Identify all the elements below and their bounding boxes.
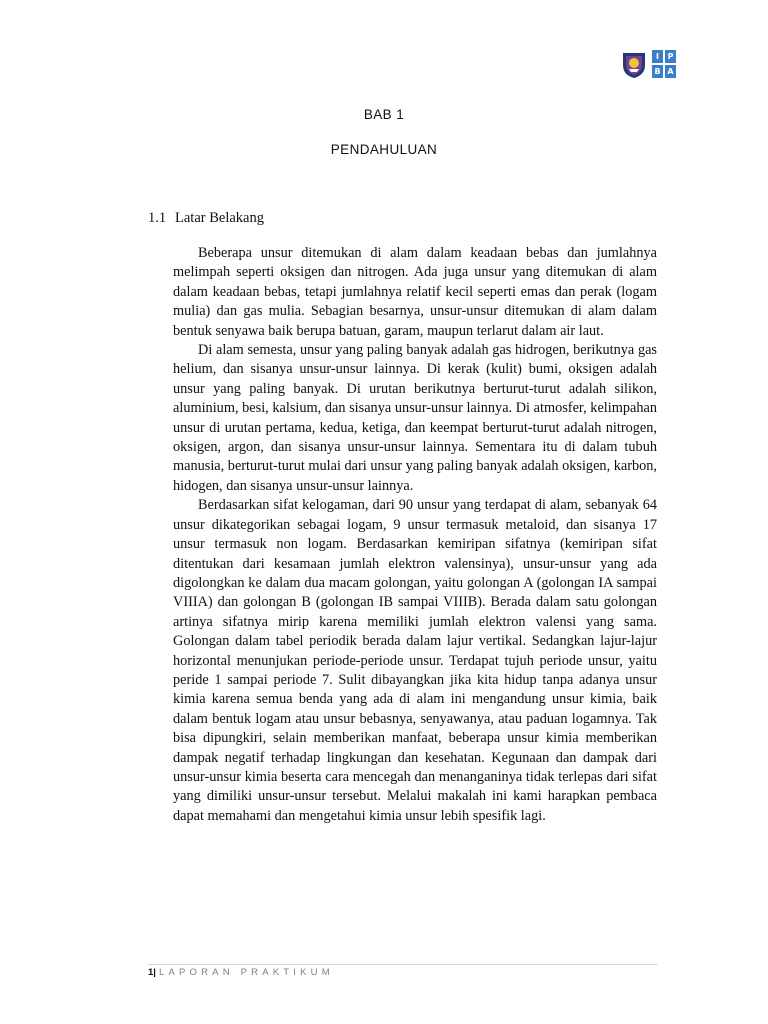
logo-letter: B <box>652 65 663 78</box>
footer-separator: | <box>153 967 156 978</box>
logo-letter: I <box>652 50 663 63</box>
emblem-icon <box>619 49 649 79</box>
logo-letter: P <box>665 50 676 63</box>
section-number: 1.1 <box>148 210 167 226</box>
section-title: Latar Belakang <box>175 210 264 226</box>
body-text <box>173 244 657 826</box>
page-footer <box>148 967 334 978</box>
paragraph: Di alam semesta, unsur yang paling banyak adalah gas hidrogen, berikutnya gas helium, dan sisanya unsur-unsur lainnya. Di kerak (kulit) bumi, oksigen adalah unsur yang paling banyak. Di urutan berikutnya berturut-turut adalah silikon, aluminium, besi, kalsium, dan sisanya unsur-unsur lainnya. Di atmosfer, kelimpahan unsur di urutan pertama, kedua, ketiga, dan keempat berturut-turut adalah nitrogen, oksigen, argon, dan sisanya unsur-unsur lainnya. Sementara itu di dalam tubuh manusia, berturut-turut mulai dari unsur yang paling banyak adalah oksigen, karbon, hidogen, dan sisanya unsur-unsur lainnya. <box>173 342 657 494</box>
section-heading <box>148 210 264 227</box>
chapter-subtitle: PENDAHULUAN <box>330 142 438 157</box>
footer-divider <box>148 964 658 965</box>
footer-label: LAPORAN PRAKTIKUM <box>158 967 334 978</box>
institution-logo <box>619 48 677 80</box>
logo-letter-grid <box>652 50 676 78</box>
paragraph: Berdasarkan sifat kelogaman, dari 90 unsur yang terdapat di alam, sebanyak 64 unsur dikategorikan sebagai logam, 9 unsur termasuk metaloid, dan sisanya 17 unsur termasuk non logam. Berdasarkan kemiripan sifatnya (kemiripan sifat ditentukan dari kesamaan jumlah elektron valensinya), unsur-unsur yang ada digolongkan ke dalam dua macam golongan, yaitu golongan A (golongan IA sampai VIIIA) dan golongan B (golongan IB sampai VIIIB). Berada dalam satu golongan artinya sifatnya mirip karena memiliki jumlah elektron valensi yang sama. Golongan dalam tabel periodik berada dalam lajur vertikal. Sedangkan lajur-lajur horizontal menunjukan periode-periode unsur. Terdapat tujuh periode unsur, yaitu peride 1 sampai periode 7. Sulit dibayangkan jika kita hidup tanpa adanya unsur kimia karena semua benda yang ada di alam ini mengandung unsur kimia, baik dalam bentuk logam atau unsur bebasnya, senyawanya, atau paduan logamnya. Tak bisa dipungkiri, selain memberikan manfaat, beberapa unsur kimia memberikan dampak negatif terhadap lingkungan dan kesehatan. Kegunaan dan dampak dari unsur-unsur kimia beserta cara mencegah dan menanganinya tidak terlepas dari sifat yang dimiliki unsur-unsur tersebut. Melalui makalah ini kami harapkan pembaca dapat memahami dan mengetahui kimia unsur lebih spesifik lagi. <box>173 497 657 824</box>
page-number: 1 <box>148 967 154 978</box>
logo-letter: A <box>665 65 676 78</box>
chapter-title: BAB 1 <box>363 107 405 122</box>
paragraph: Beberapa unsur ditemukan di alam dalam keadaan bebas dan jumlahnya melimpah seperti oksigen dan nitrogen. Ada juga unsur yang ditemukan di alam dalam keadaan bebas, tetapi jumlahnya relatif kecil seperti emas dan perak (logam mulia) dan gas mulia. Sebagian besarnya, unsur-unsur ditemukan di alam dalam bentuk senyawa baik berupa batuan, garam, maupun terlarut dalam air laut. <box>173 245 657 339</box>
